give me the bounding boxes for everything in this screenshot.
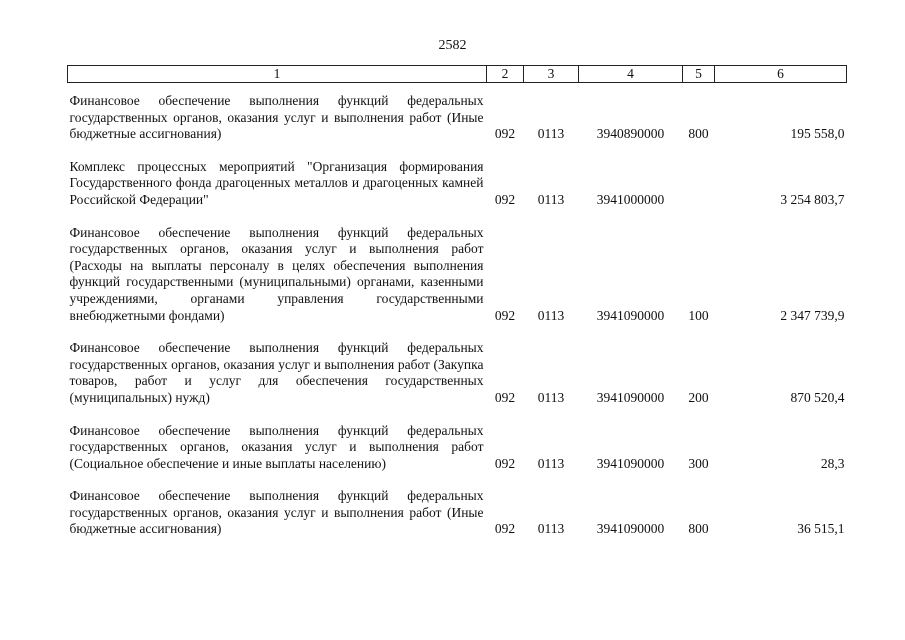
row-target-article: 3941090000 [596, 307, 665, 323]
table-row [68, 423, 847, 473]
table-row [68, 159, 847, 209]
page-number: 2582 [438, 38, 467, 53]
row-ministry-code: 092 [494, 307, 516, 323]
row-section-code: 0113 [537, 307, 565, 323]
row-section-code: 0113 [537, 126, 565, 142]
table-row [68, 488, 847, 538]
row-target-article: 3941090000 [596, 455, 665, 471]
row-section-code: 0113 [537, 521, 565, 537]
row-expense-type: 200 [688, 389, 709, 405]
table-row [68, 83, 847, 143]
row-expense-type: 300 [688, 455, 709, 471]
row-target-article: 3940890000 [596, 126, 665, 142]
row-amount: 3 254 803,7 [780, 191, 845, 207]
row-amount: 870 520,4 [790, 389, 845, 405]
row-expense-type: 800 [688, 126, 709, 142]
table-header-row [68, 66, 847, 83]
row-section-code: 0113 [537, 455, 565, 471]
row-section-code: 0113 [537, 191, 565, 207]
row-description: Комплекс процессных мероприятий "Организация формирования Государственного фонда драгоценных металлов и драгоценных камней Российской Федерации" [69, 158, 484, 207]
header-col-1: 1 [68, 66, 487, 83]
row-description: Финансовое обеспечение выполнения функций федеральных государственных органов, оказания услуг и выполнения работ (Иные бюджетные ассигнования) [69, 488, 484, 537]
row-amount: 36 515,1 [797, 521, 845, 537]
row-ministry-code: 092 [494, 389, 516, 405]
header-col-4: 4 [579, 66, 683, 83]
row-target-article: 3941090000 [596, 389, 665, 405]
header-col-2: 2 [487, 66, 524, 83]
row-amount: 28,3 [820, 455, 845, 471]
row-target-article: 3941090000 [596, 521, 665, 537]
row-amount: 195 558,0 [790, 126, 845, 142]
row-description: Финансовое обеспечение выполнения функций федеральных государственных органов, оказания услуг и выполнения работ (Социальное обеспечение и иные выплаты населению) [69, 422, 484, 471]
row-target-article: 3941000000 [596, 191, 665, 207]
row-expense-type: 100 [688, 307, 709, 323]
header-col-3: 3 [524, 66, 579, 83]
row-ministry-code: 092 [494, 126, 516, 142]
row-ministry-code: 092 [494, 455, 516, 471]
row-description: Финансовое обеспечение выполнения функций федеральных государственных органов, оказания услуг и выполнения работ (Иные бюджетные ассигнования) [69, 93, 484, 142]
row-ministry-code: 092 [494, 191, 516, 207]
row-ministry-code: 092 [494, 521, 516, 537]
header-col-5: 5 [683, 66, 715, 83]
row-description: Финансовое обеспечение выполнения функций федеральных государственных органов, оказания услуг и выполнения работ (Закупка товаров, работ и услуг для обеспечения государственных (муниципальных) нужд) [69, 340, 484, 405]
row-expense-type [683, 159, 715, 209]
table-row [68, 225, 847, 325]
row-section-code: 0113 [537, 389, 565, 405]
row-description: Финансовое обеспечение выполнения функций федеральных государственных органов, оказания услуг и выполнения работ (Расходы на выплаты персоналу в целях обеспечения выполнения функций государственными (муниципальными) органами, казенными учреждениями, органами управления государственными внебюджетными фондами) [69, 224, 484, 323]
table-row [68, 340, 847, 406]
row-expense-type: 800 [688, 521, 709, 537]
budget-table [67, 65, 847, 538]
row-amount: 2 347 739,9 [780, 307, 845, 323]
header-col-6: 6 [715, 66, 847, 83]
